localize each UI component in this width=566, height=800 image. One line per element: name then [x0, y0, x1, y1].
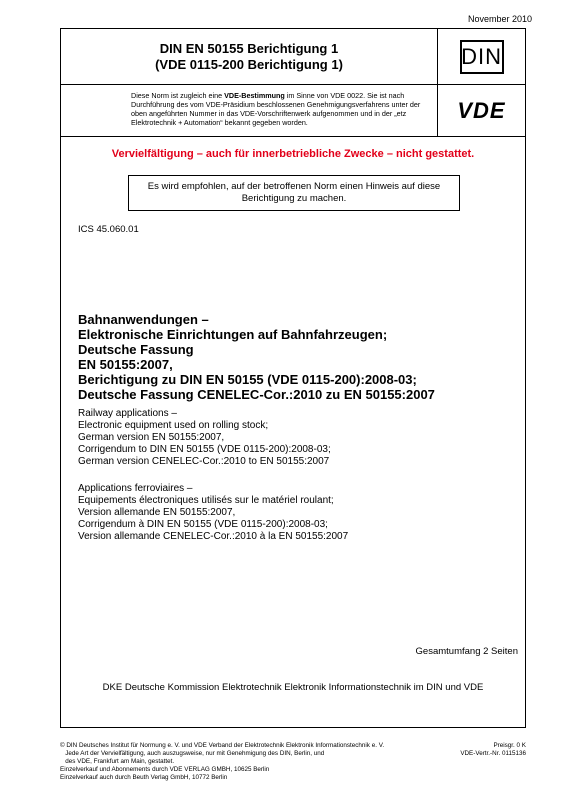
title-german-line: Deutsche Fassung — [78, 342, 194, 357]
title-french-line: Corrigendum à DIN EN 50155 (VDE 0115-200):2008-03; — [78, 519, 328, 530]
page-count: Gesamtumfang 2 Seiten — [415, 646, 518, 657]
din-logo-box — [438, 29, 525, 85]
title-german-line: Deutsche Fassung CENELEC-Cor.:2010 zu EN 50155:2007 — [78, 387, 435, 402]
footer-price — [460, 742, 526, 758]
title-german-line: Bahnanwendungen – — [78, 312, 209, 327]
title-german-line: EN 50155:2007, — [78, 357, 173, 372]
vde-note-rest: im Sinne von VDE 0022. Sie ist nach Durchführung des vom VDE-Präsidium beschlossenen Genehmigungsverfahrens unter der oben angeführten Nummer in das VDE-Vorschriftenwerk aufgenommen und in der „etz Elektrotechnik + Automation“ bekannt gegeben worden. — [131, 91, 421, 127]
title-english-line: German version CENELEC-Cor.:2010 to EN 50155:2007 — [78, 456, 330, 467]
footer-line: Jede Art der Vervielfältigung, auch auszugsweise, nur mit Genehmigung des DIN, Berlin, und — [60, 750, 325, 757]
vde-distribution-number: VDE-Vertr.-Nr. 0115136 — [460, 750, 526, 757]
title-english-line: German version EN 50155:2007, — [78, 432, 225, 443]
price-group: Preisgr. 0 K — [493, 742, 526, 749]
title-english-line: Railway applications – — [78, 408, 177, 419]
title-french-line: Version allemande CENELEC-Cor.:2010 à la EN 50155:2007 — [78, 531, 349, 542]
title-english — [78, 408, 331, 468]
vde-logo-box — [438, 85, 525, 137]
vde-logo: VDE — [457, 97, 506, 123]
hint-text: Es wird empfohlen, auf der betroffenen Norm einen Hinweis auf diese Berichtigung zu machen. — [147, 181, 441, 204]
standard-title-box — [61, 29, 438, 85]
title-french-line: Applications ferroviaires – — [78, 483, 193, 494]
title-french-line: Equipements électroniques utilisés sur le matériel roulant; — [78, 495, 334, 506]
footer-line: des VDE, Frankfurt am Main, gestattet. — [60, 758, 175, 765]
title-english-line: Corrigendum to DIN EN 50155 (VDE 0115-200):2008-03; — [78, 444, 331, 455]
standard-title-line2: (VDE 0115-200 Berichtigung 1) — [155, 56, 343, 72]
vde-note-bold: VDE-Bestimmung — [224, 91, 285, 100]
dke-line: DKE Deutsche Kommission Elektrotechnik Elektronik Informationstechnik im DIN und VDE — [102, 682, 484, 693]
footer-line: Einzelverkauf und Abonnements durch VDE VERLAG GMBH, 10625 Berlin — [60, 766, 270, 773]
vde-note — [61, 85, 438, 137]
din-logo: DIN — [460, 40, 504, 74]
title-french — [78, 483, 348, 543]
title-german-line: Elektronische Einrichtungen auf Bahnfahrzeugen; — [78, 327, 388, 342]
title-french-line: Version allemande EN 50155:2007, — [78, 507, 236, 518]
hint-box — [128, 175, 460, 211]
ics-code: ICS 45.060.01 — [78, 224, 139, 235]
title-german — [78, 312, 435, 402]
footer-line: Einzelverkauf auch durch Beuth Verlag GmbH, 10772 Berlin — [60, 774, 228, 781]
title-english-line: Electronic equipment used on rolling stock; — [78, 420, 269, 431]
publication-date: November 2010 — [467, 14, 532, 24]
copy-warning: Vervielfältigung – auch für innerbetriebliche Zwecke – nicht gestattet. — [111, 148, 475, 160]
footer-line: © DIN Deutsches Institut für Normung e. V. und VDE Verband der Elektrotechnik Elektronik Informationstechnik e. V. — [60, 742, 385, 749]
standard-title-line1: DIN EN 50155 Berichtigung 1 — [159, 40, 339, 56]
footer-copyright — [60, 742, 384, 782]
title-german-line: Berichtigung zu DIN EN 50155 (VDE 0115-200):2008-03; — [78, 372, 417, 387]
vde-note-prefix: Diese Norm ist zugleich eine — [131, 91, 225, 100]
